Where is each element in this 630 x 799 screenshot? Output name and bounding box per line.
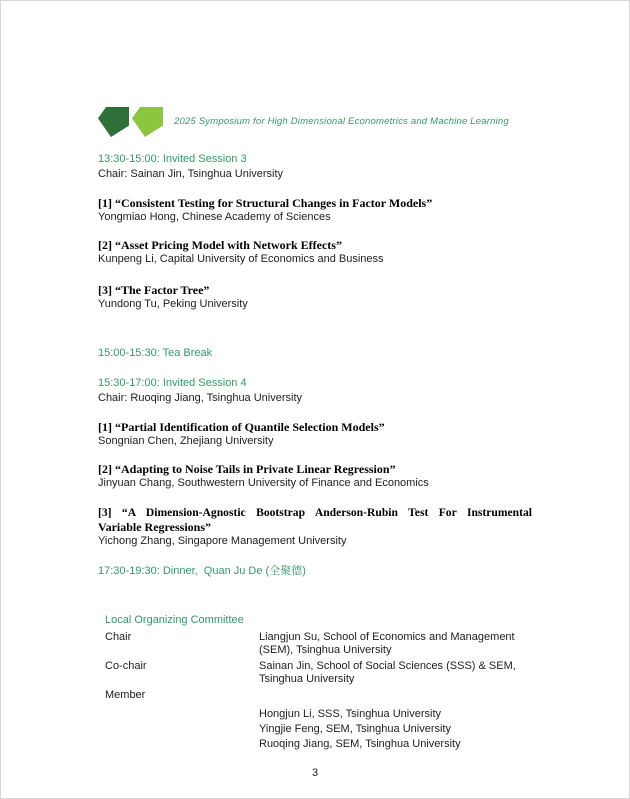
talk-title: [3] “The Factor Tree” [98,283,210,297]
talk-title: [2] “Adapting to Noise Tails in Private Linear Regression” [98,462,396,476]
logo-light-gem-icon [132,107,163,137]
session-3-block [98,151,532,311]
session-4-chair: Chair: Ruoqing Jiang, Tsinghua University [98,392,303,404]
committee-member-row [105,708,532,721]
committee-role-label-empty [105,723,259,736]
session-4-block [98,375,532,548]
committee-member-row [105,738,532,751]
committee-section [98,613,532,751]
committee-heading: Local Organizing Committee [105,614,244,626]
talk-speaker: Yichong Zhang, Singapore Management University [98,535,347,547]
session-4-heading: 15:30-17:00: Invited Session 4 [98,377,247,389]
document-header [98,107,532,137]
committee-role-label: Chair [105,631,132,643]
talk-item [98,420,532,448]
committee-role-label: Co-chair [105,660,147,672]
talk-title-line-1: [3] “A Dimension-Agnostic Bootstrap Anderson-Rubin Test For Instrumental [98,506,532,519]
committee-row-member [105,689,532,702]
talk-speaker: Songnian Chen, Zhejiang University [98,435,274,447]
committee-role-label: Member [105,689,146,701]
committee-member-name: Ruoqing Jiang, SEM, Tsinghua University [259,738,461,750]
committee-member-row [105,723,532,736]
talk-item [98,283,532,311]
talk-item [98,238,532,266]
session-3-chair: Chair: Sainan Jin, Tsinghua University [98,168,284,180]
talk-title: [2] “Asset Pricing Model with Network Effects” [98,238,342,252]
talk-item [98,506,532,548]
talk-title-line-2: Variable Regressions” [98,520,212,534]
logo-dark-gem-icon [98,107,129,137]
talk-speaker: Kunpeng Li, Capital University of Economics and Business [98,253,384,265]
committee-row-chair [105,631,532,657]
committee-member-name: Yingjie Feng, SEM, Tsinghua University [259,723,451,735]
tea-break-line: 15:00-15:30: Tea Break [98,347,213,359]
dinner-line: 17:30-19:30: Dinner, Quan Ju De (全聚德) [98,565,306,577]
session-3-heading: 13:30-15:00: Invited Session 3 [98,153,247,165]
symposium-logo [98,107,163,137]
committee-role-value [259,689,532,702]
talk-title: [1] “Consistent Testing for Structural Changes in Factor Models” [98,196,433,210]
committee-member-name: Hongjun Li, SSS, Tsinghua University [259,708,442,720]
talk-speaker: Yundong Tu, Peking University [98,298,248,310]
committee-row-cochair [105,660,532,686]
talk-item [98,196,532,224]
talk-title: [1] “Partial Identification of Quantile Selection Models” [98,420,385,434]
committee-role-value: Liangjun Su, School of Economics and Management (SEM), Tsinghua University [259,631,515,656]
page-content [1,1,629,751]
talk-item [98,462,532,490]
committee-role-label-empty [105,738,259,751]
talk-title [98,506,532,534]
talk-speaker: Yongmiao Hong, Chinese Academy of Sciences [98,211,331,223]
committee-role-label-empty [105,708,259,721]
committee-role-value: Sainan Jin, School of Social Sciences (SSS) & SEM, Tsinghua University [259,660,516,685]
page-number: 3 [311,767,319,779]
talk-speaker: Jinyuan Chang, Southwestern University of Finance and Economics [98,477,429,489]
document-title: 2025 Symposium for High Dimensional Econometrics and Machine Learning [174,116,509,127]
